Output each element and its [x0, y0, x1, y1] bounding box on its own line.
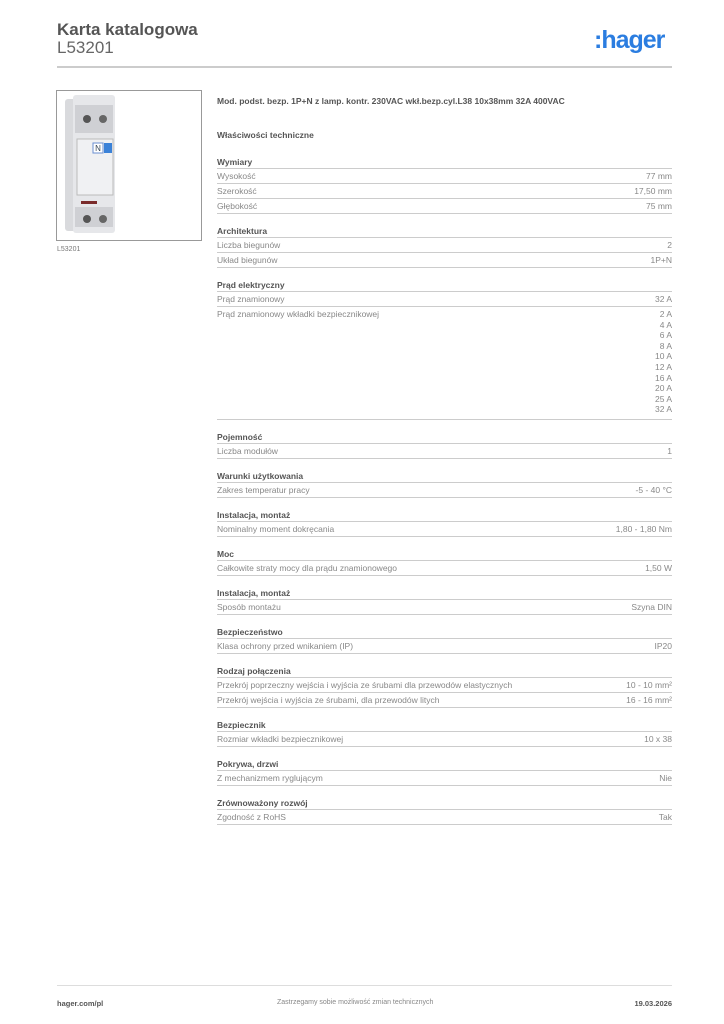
spec-value: 25 A — [654, 393, 672, 404]
spec-values — [667, 444, 672, 458]
spec-label: Prąd znamionowy — [217, 294, 285, 304]
spec-values — [659, 771, 672, 785]
spec-values — [646, 199, 672, 213]
spec-label: Układ biegunów — [217, 255, 278, 265]
spec-row — [217, 561, 672, 576]
section-heading: Architektura — [217, 224, 672, 238]
spec-values — [634, 184, 672, 198]
spec-section — [217, 224, 672, 268]
section-heading: Zrównoważony rozwój — [217, 796, 672, 810]
spec-values — [636, 483, 672, 497]
spec-value: 2 A — [659, 309, 672, 319]
spec-value: 10 - 10 mm² — [626, 679, 672, 690]
spec-value: 75 mm — [646, 201, 672, 211]
spec-row — [217, 253, 672, 268]
spec-values — [659, 810, 672, 824]
spec-row — [217, 639, 672, 654]
spec-label: Całkowite straty mocy dla prądu znamionowego — [217, 562, 398, 573]
spec-label: Przekrój wejścia i wyjścia ze śrubami, dla przewodów litych — [217, 694, 440, 705]
spec-section — [217, 625, 672, 654]
spec-values — [626, 678, 672, 692]
spec-section — [217, 430, 672, 459]
section-heading: Warunki użytkowania — [217, 469, 672, 483]
spec-row — [217, 678, 672, 693]
spec-value: 32 A — [654, 294, 672, 304]
spec-value: 17,50 mm — [634, 186, 672, 196]
spec-values — [645, 561, 672, 575]
spec-values — [626, 693, 672, 707]
spec-value: 4 A — [659, 319, 672, 330]
spec-row — [217, 184, 672, 199]
spec-section — [217, 469, 672, 498]
spec-value: 2 — [667, 240, 672, 250]
product-code: L53201 — [57, 38, 114, 57]
section-heading: Rodzaj połączenia — [217, 664, 672, 678]
document-title: Karta katalogowa — [57, 20, 198, 39]
section-heading: Wymiary — [217, 155, 672, 169]
spec-value: 1,80 - 1,80 Nm — [615, 523, 672, 534]
spec-row — [217, 693, 672, 708]
spec-label: Przekrój poprzeczny wejścia i wyjścia ze śrubami dla przewodów elastycznych — [217, 679, 513, 690]
spec-label: Głębokość — [217, 201, 258, 211]
spec-values — [616, 522, 672, 536]
spec-row — [217, 169, 672, 184]
spec-section — [217, 796, 672, 825]
spec-value: -5 - 40 °C — [635, 484, 672, 495]
spec-values — [646, 169, 672, 183]
spec-row — [217, 522, 672, 537]
spec-value: 1 — [667, 445, 672, 456]
spec-row — [217, 199, 672, 214]
spec-section — [217, 664, 672, 708]
spec-label: Liczba biegunów — [217, 240, 281, 250]
spec-label: Klasa ochrony przed wnikaniem (IP) — [217, 640, 354, 651]
spec-values — [655, 309, 672, 415]
footer-divider — [57, 985, 672, 986]
section-heading: Pokrywa, drzwi — [217, 757, 672, 771]
image-caption: L53201 — [57, 246, 81, 253]
spec-value: Tak — [658, 811, 672, 822]
spec-value: 10 A — [654, 351, 672, 362]
spec-value: IP20 — [654, 640, 672, 651]
header-divider — [57, 66, 672, 68]
spec-value: 1,50 W — [645, 562, 672, 573]
spec-values — [651, 253, 673, 267]
spec-value: 8 A — [659, 340, 672, 351]
spec-section — [217, 278, 672, 420]
spec-values — [655, 639, 673, 653]
spec-sections — [217, 155, 672, 835]
spec-label: Szerokość — [217, 186, 257, 196]
section-heading: Moc — [217, 547, 672, 561]
spec-value: 10 x 38 — [644, 733, 672, 744]
footer-website[interactable]: hager.com/pl — [57, 999, 104, 1008]
spec-label: Liczba modułów — [217, 445, 278, 456]
spec-values — [644, 732, 672, 746]
spec-value: 12 A — [654, 361, 672, 372]
spec-row — [217, 810, 672, 825]
spec-section — [217, 586, 672, 615]
spec-label: Zgodność z RoHS — [217, 811, 286, 822]
spec-row — [217, 732, 672, 747]
spec-label: Sposób montażu — [217, 601, 281, 612]
spec-value: 1P+N — [650, 255, 672, 265]
spec-section — [217, 757, 672, 786]
section-heading: Instalacja, montaż — [217, 586, 672, 600]
spec-section — [217, 155, 672, 214]
spec-label: Zakres temperatur pracy — [217, 484, 310, 495]
section-heading: Prąd elektryczny — [217, 278, 672, 292]
spec-values — [631, 600, 672, 614]
spec-values — [655, 292, 672, 306]
spec-row — [217, 238, 672, 253]
spec-value: Nie — [659, 772, 672, 783]
section-heading: Pojemność — [217, 430, 672, 444]
spec-values — [667, 238, 672, 252]
spec-label: Nominalny moment dokręcania — [217, 523, 335, 534]
footer-notice: Zastrzegamy sobie możliwość zmian technicznych — [277, 999, 434, 1006]
footer-date: 19.03.2026 — [634, 999, 672, 1008]
spec-row — [217, 307, 672, 420]
product-image — [56, 90, 202, 241]
spec-value: 16 - 16 mm² — [626, 694, 672, 705]
spec-label: Wysokość — [217, 171, 256, 181]
spec-row — [217, 600, 672, 615]
spec-section — [217, 547, 672, 576]
properties-title: Właściwości techniczne — [217, 130, 314, 140]
spec-value: Szyna DIN — [631, 601, 672, 612]
spec-section — [217, 718, 672, 747]
spec-value: 16 A — [654, 372, 672, 383]
spec-row — [217, 444, 672, 459]
spec-label: Prąd znamionowy wkładki bezpiecznikowej — [217, 309, 380, 319]
product-description: Mod. podst. bezp. 1P+N z lamp. kontr. 230VAC wkł.bezp.cyl.L38 10x38mm 32A 400VAC — [217, 96, 565, 106]
svg-text:N: N — [95, 144, 101, 153]
hager-logo: :hager — [594, 26, 665, 54]
spec-row — [217, 771, 672, 786]
spec-value: 6 A — [659, 330, 672, 341]
spec-label: Rozmiar wkładki bezpiecznikowej — [217, 733, 344, 744]
spec-label: Z mechanizmem ryglującym — [217, 772, 323, 783]
spec-value: 32 A — [654, 404, 672, 415]
spec-value: 20 A — [654, 383, 672, 394]
spec-row — [217, 483, 672, 498]
section-heading: Bezpiecznik — [217, 718, 672, 732]
section-heading: Instalacja, montaż — [217, 508, 672, 522]
spec-section — [217, 508, 672, 537]
spec-value: 77 mm — [646, 171, 672, 181]
spec-row — [217, 292, 672, 307]
section-heading: Bezpieczeństwo — [217, 625, 672, 639]
